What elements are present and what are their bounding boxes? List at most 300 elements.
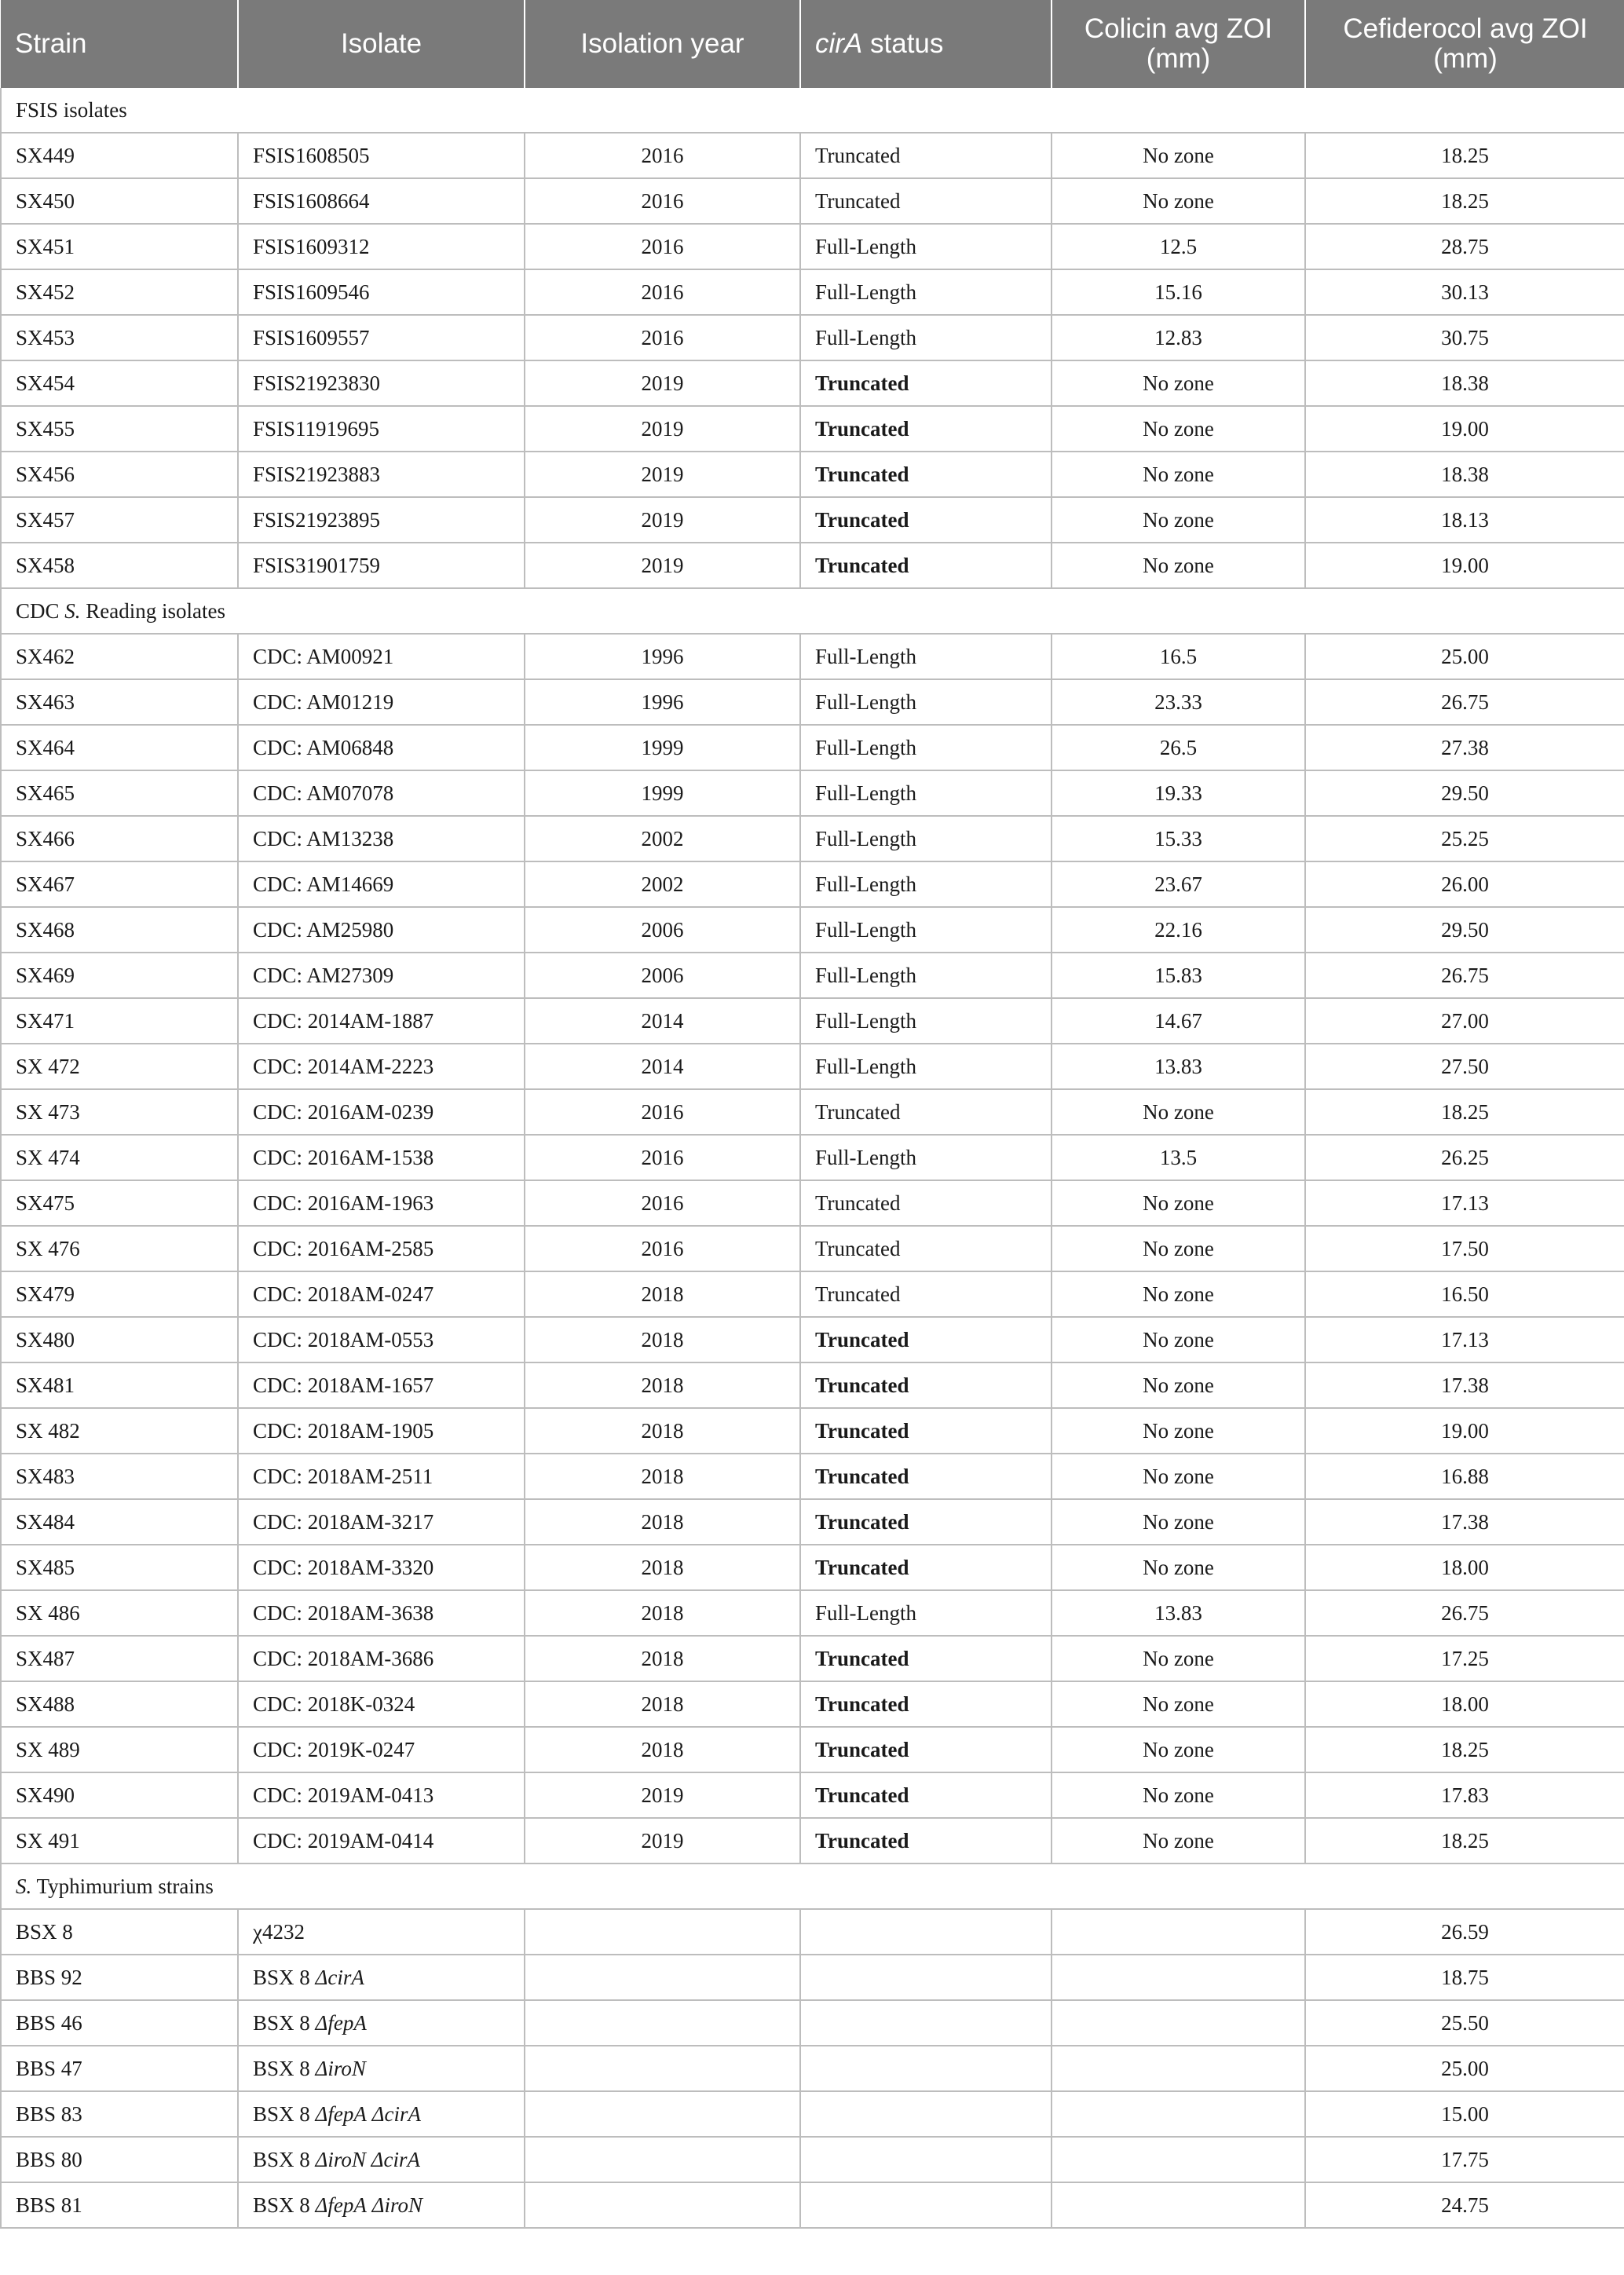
cell-cefiderocol-zoi: 19.00: [1305, 1408, 1624, 1454]
cell-isolate: CDC: AM27309: [238, 953, 525, 998]
table-row: [1, 2000, 1624, 2046]
cell-strain: SX464: [1, 725, 238, 770]
table-row: [1, 953, 1624, 998]
cell-colicin-zoi: No zone: [1052, 1226, 1305, 1271]
cell-isolate: CDC: 2016AM-1538: [238, 1135, 525, 1180]
cell-cira-status: Full-Length: [800, 224, 1052, 269]
cell-cefiderocol-zoi: 18.00: [1305, 1681, 1624, 1727]
cell-isolate: FSIS1608505: [238, 133, 525, 178]
table-row: [1, 1772, 1624, 1818]
table-row: [1, 1135, 1624, 1180]
cell-year: [525, 2137, 800, 2182]
cell-strain: SX 486: [1, 1590, 238, 1636]
cell-cira-status: Truncated: [800, 1545, 1052, 1590]
cell-colicin-zoi: 26.5: [1052, 725, 1305, 770]
cell-strain: SX 474: [1, 1135, 238, 1180]
cell-colicin-zoi: No zone: [1052, 1772, 1305, 1818]
cell-strain: SX 482: [1, 1408, 238, 1454]
cell-strain: SX479: [1, 1271, 238, 1317]
isolate-parent: BSX 8: [253, 2147, 316, 2171]
cell-colicin-zoi: No zone: [1052, 1317, 1305, 1362]
cell-year: [525, 2046, 800, 2091]
cell-year: 2016: [525, 1135, 800, 1180]
cell-cefiderocol-zoi: 17.38: [1305, 1362, 1624, 1408]
cell-isolate: FSIS21923895: [238, 497, 525, 543]
table-row: [1, 1408, 1624, 1454]
cell-year: 2014: [525, 998, 800, 1044]
cell-isolate: CDC: AM07078: [238, 770, 525, 816]
cell-cefiderocol-zoi: 26.00: [1305, 861, 1624, 907]
cell-cefiderocol-zoi: 26.25: [1305, 1135, 1624, 1180]
cell-colicin-zoi: No zone: [1052, 1727, 1305, 1772]
header-colicin-line2: (mm): [1146, 43, 1211, 74]
cell-colicin-zoi: 12.5: [1052, 224, 1305, 269]
cell-cefiderocol-zoi: 18.25: [1305, 178, 1624, 224]
cell-cira-status: Full-Length: [800, 1590, 1052, 1636]
table-row: [1, 998, 1624, 1044]
cell-colicin-zoi: 23.33: [1052, 679, 1305, 725]
cell-cira-status: Truncated: [800, 1772, 1052, 1818]
cell-year: 2018: [525, 1681, 800, 1727]
cell-cefiderocol-zoi: 26.75: [1305, 1590, 1624, 1636]
cell-strain: BBS 83: [1, 2091, 238, 2137]
table-row: [1, 1044, 1624, 1089]
cell-year: 2016: [525, 315, 800, 360]
cell-isolate: [238, 2000, 525, 2046]
isolate-mutation: ΔiroN: [315, 2147, 366, 2171]
cell-strain: SX488: [1, 1681, 238, 1727]
cell-isolate: FSIS1609546: [238, 269, 525, 315]
table-row: [1, 269, 1624, 315]
cell-cira-status: Truncated: [800, 178, 1052, 224]
cell-colicin-zoi: [1052, 2137, 1305, 2182]
cell-strain: SX480: [1, 1317, 238, 1362]
cell-cefiderocol-zoi: 17.25: [1305, 1636, 1624, 1681]
isolate-parent: BSX 8: [253, 2056, 316, 2080]
cell-year: 1996: [525, 679, 800, 725]
table-row: [1, 452, 1624, 497]
cell-isolate: [238, 1909, 525, 1955]
cell-cira-status: Full-Length: [800, 998, 1052, 1044]
cell-year: 1999: [525, 725, 800, 770]
cell-cefiderocol-zoi: 26.75: [1305, 953, 1624, 998]
cell-year: [525, 2182, 800, 2228]
cell-colicin-zoi: [1052, 2000, 1305, 2046]
cell-cefiderocol-zoi: 16.50: [1305, 1271, 1624, 1317]
cell-cefiderocol-zoi: 18.25: [1305, 133, 1624, 178]
table-row: [1, 133, 1624, 178]
cell-isolate: CDC: 2019K-0247: [238, 1727, 525, 1772]
cell-colicin-zoi: 12.83: [1052, 315, 1305, 360]
section-header-row: [1, 1864, 1624, 1909]
header-isolate: Isolate: [238, 0, 525, 88]
cell-cefiderocol-zoi: 18.25: [1305, 1089, 1624, 1135]
cell-colicin-zoi: No zone: [1052, 1545, 1305, 1590]
cell-isolate: [238, 2046, 525, 2091]
header-cefiderocol-line2: (mm): [1433, 43, 1498, 74]
cell-year: 2019: [525, 1772, 800, 1818]
cell-strain: SX468: [1, 907, 238, 953]
cell-year: 2016: [525, 1180, 800, 1226]
cell-isolate: [238, 1955, 525, 2000]
cell-cefiderocol-zoi: 19.00: [1305, 406, 1624, 452]
cell-year: 2018: [525, 1727, 800, 1772]
cell-isolate: FSIS1609557: [238, 315, 525, 360]
cell-colicin-zoi: No zone: [1052, 1499, 1305, 1545]
cell-strain: SX483: [1, 1454, 238, 1499]
cell-isolate: CDC: AM00921: [238, 634, 525, 679]
header-isolation-year: Isolation year: [525, 0, 800, 88]
cell-cira-status: Truncated: [800, 1727, 1052, 1772]
cell-strain: SX471: [1, 998, 238, 1044]
isolate-parent: χ4232: [253, 1919, 305, 1944]
cell-year: 2019: [525, 452, 800, 497]
cell-strain: SX455: [1, 406, 238, 452]
cell-strain: SX450: [1, 178, 238, 224]
cell-strain: SX454: [1, 360, 238, 406]
cell-colicin-zoi: [1052, 2091, 1305, 2137]
cell-strain: SX475: [1, 1180, 238, 1226]
cell-isolate: FSIS21923883: [238, 452, 525, 497]
isolate-mutation: ΔcirA: [315, 1965, 364, 1989]
cell-strain: BBS 80: [1, 2137, 238, 2182]
cell-strain: SX466: [1, 816, 238, 861]
cell-cira-status: Full-Length: [800, 634, 1052, 679]
cell-colicin-zoi: No zone: [1052, 1362, 1305, 1408]
cell-cefiderocol-zoi: 25.00: [1305, 634, 1624, 679]
cell-colicin-zoi: 13.5: [1052, 1135, 1305, 1180]
table-row: [1, 634, 1624, 679]
table-row: [1, 2137, 1624, 2182]
cell-strain: SX467: [1, 861, 238, 907]
cell-strain: BBS 81: [1, 2182, 238, 2228]
cell-cefiderocol-zoi: 28.75: [1305, 224, 1624, 269]
cell-isolate: CDC: 2016AM-1963: [238, 1180, 525, 1226]
cell-cefiderocol-zoi: 16.88: [1305, 1454, 1624, 1499]
table-row: [1, 861, 1624, 907]
cell-cira-status: Full-Length: [800, 907, 1052, 953]
cell-colicin-zoi: No zone: [1052, 1408, 1305, 1454]
cell-strain: SX 491: [1, 1818, 238, 1864]
cell-colicin-zoi: 15.16: [1052, 269, 1305, 315]
cell-isolate: FSIS1609312: [238, 224, 525, 269]
cell-year: 2018: [525, 1408, 800, 1454]
cell-year: 2019: [525, 1818, 800, 1864]
cell-colicin-zoi: No zone: [1052, 1636, 1305, 1681]
table-row: [1, 1499, 1624, 1545]
cell-isolate: CDC: 2018AM-0553: [238, 1317, 525, 1362]
cell-year: 2006: [525, 953, 800, 998]
cell-cefiderocol-zoi: 25.25: [1305, 816, 1624, 861]
isolate-mutation: ΔfepA: [315, 2101, 367, 2126]
cell-isolate: FSIS11919695: [238, 406, 525, 452]
section-title: [1, 1864, 1624, 1909]
cell-cira-status: [800, 1909, 1052, 1955]
cell-colicin-zoi: [1052, 2046, 1305, 2091]
cell-cefiderocol-zoi: 27.38: [1305, 725, 1624, 770]
cell-year: 2018: [525, 1499, 800, 1545]
cell-isolate: FSIS31901759: [238, 543, 525, 588]
cell-cefiderocol-zoi: 18.13: [1305, 497, 1624, 543]
table-row: [1, 1545, 1624, 1590]
cell-cefiderocol-zoi: 18.25: [1305, 1818, 1624, 1864]
cell-isolate: CDC: 2019AM-0413: [238, 1772, 525, 1818]
cell-year: 2019: [525, 543, 800, 588]
cell-year: 2019: [525, 497, 800, 543]
cell-year: 2018: [525, 1271, 800, 1317]
cell-colicin-zoi: 14.67: [1052, 998, 1305, 1044]
cell-cira-status: Truncated: [800, 1271, 1052, 1317]
table-row: [1, 1180, 1624, 1226]
header-cira-gene: cirA: [815, 28, 863, 59]
cell-isolate: CDC: 2016AM-0239: [238, 1089, 525, 1135]
cell-colicin-zoi: 23.67: [1052, 861, 1305, 907]
cell-isolate: CDC: 2018AM-1657: [238, 1362, 525, 1408]
cell-cefiderocol-zoi: 30.13: [1305, 269, 1624, 315]
cell-year: 2016: [525, 178, 800, 224]
cell-cira-status: Truncated: [800, 1408, 1052, 1454]
section-title-genus: S.: [64, 598, 81, 623]
cell-year: 2018: [525, 1362, 800, 1408]
cell-isolate: CDC: 2018AM-3686: [238, 1636, 525, 1681]
cell-cira-status: Truncated: [800, 1089, 1052, 1135]
cell-colicin-zoi: No zone: [1052, 1271, 1305, 1317]
cell-year: 1999: [525, 770, 800, 816]
cell-cira-status: [800, 2137, 1052, 2182]
cell-cefiderocol-zoi: 15.00: [1305, 2091, 1624, 2137]
table-row: [1, 770, 1624, 816]
isolate-parent: BSX 8: [253, 2193, 316, 2217]
cell-isolate: CDC: AM06848: [238, 725, 525, 770]
cell-colicin-zoi: No zone: [1052, 452, 1305, 497]
cell-colicin-zoi: No zone: [1052, 1681, 1305, 1727]
cell-colicin-zoi: 13.83: [1052, 1044, 1305, 1089]
isolate-mutation: ΔfepA: [315, 2010, 367, 2035]
cell-cefiderocol-zoi: 18.25: [1305, 1727, 1624, 1772]
cell-isolate: CDC: AM13238: [238, 816, 525, 861]
cell-isolate: [238, 2137, 525, 2182]
cell-year: 2019: [525, 360, 800, 406]
table-row: [1, 1317, 1624, 1362]
cell-year: 2016: [525, 269, 800, 315]
table-row: [1, 1818, 1624, 1864]
isolate-mutation: ΔcirA: [371, 2147, 420, 2171]
table-row: [1, 1089, 1624, 1135]
cell-cira-status: Truncated: [800, 360, 1052, 406]
cell-isolate: [238, 2182, 525, 2228]
table-row: [1, 315, 1624, 360]
table-row: [1, 1226, 1624, 1271]
cell-strain: SX485: [1, 1545, 238, 1590]
table-row: [1, 178, 1624, 224]
cell-year: 2018: [525, 1454, 800, 1499]
table-row: [1, 679, 1624, 725]
cell-strain: SX451: [1, 224, 238, 269]
cell-cefiderocol-zoi: 26.59: [1305, 1909, 1624, 1955]
table-row: [1, 907, 1624, 953]
cell-strain: SX487: [1, 1636, 238, 1681]
cell-isolate: [238, 2091, 525, 2137]
table-row: [1, 1636, 1624, 1681]
header-colicin-line1: Colicin avg ZOI: [1084, 13, 1273, 44]
cell-cira-status: Truncated: [800, 452, 1052, 497]
cell-strain: SX463: [1, 679, 238, 725]
table-header: [1, 0, 1624, 88]
section-header-row: [1, 588, 1624, 634]
cell-cira-status: [800, 2182, 1052, 2228]
cell-strain: SX453: [1, 315, 238, 360]
cell-strain: SX481: [1, 1362, 238, 1408]
cell-year: [525, 2000, 800, 2046]
cell-year: 2006: [525, 907, 800, 953]
cell-isolate: CDC: 2018K-0324: [238, 1681, 525, 1727]
section-title: [1, 88, 1624, 133]
cell-year: [525, 2091, 800, 2137]
table-row: [1, 2182, 1624, 2228]
cell-year: 2018: [525, 1545, 800, 1590]
header-row: [1, 0, 1624, 88]
cell-cira-status: Truncated: [800, 1362, 1052, 1408]
cell-cira-status: Truncated: [800, 133, 1052, 178]
cell-cira-status: Truncated: [800, 1681, 1052, 1727]
section-title-text: FSIS isolates: [16, 97, 127, 122]
cell-colicin-zoi: No zone: [1052, 1089, 1305, 1135]
cell-cira-status: Truncated: [800, 406, 1052, 452]
cell-strain: SX457: [1, 497, 238, 543]
cell-cira-status: Truncated: [800, 1226, 1052, 1271]
cell-colicin-zoi: [1052, 1909, 1305, 1955]
cell-cefiderocol-zoi: 27.50: [1305, 1044, 1624, 1089]
cell-cefiderocol-zoi: 17.75: [1305, 2137, 1624, 2182]
cell-colicin-zoi: No zone: [1052, 360, 1305, 406]
cell-cira-status: Truncated: [800, 1499, 1052, 1545]
cell-isolate: CDC: 2018AM-0247: [238, 1271, 525, 1317]
table-row: [1, 1362, 1624, 1408]
cell-colicin-zoi: [1052, 1955, 1305, 2000]
cell-strain: SX 489: [1, 1727, 238, 1772]
table-row: [1, 1955, 1624, 2000]
cell-cira-status: [800, 2046, 1052, 2091]
cell-colicin-zoi: 22.16: [1052, 907, 1305, 953]
cell-cefiderocol-zoi: 17.83: [1305, 1772, 1624, 1818]
cell-colicin-zoi: No zone: [1052, 1818, 1305, 1864]
cell-cira-status: Full-Length: [800, 770, 1052, 816]
table-row: [1, 1271, 1624, 1317]
cell-isolate: CDC: 2019AM-0414: [238, 1818, 525, 1864]
table-row: [1, 360, 1624, 406]
cell-cira-status: Truncated: [800, 1317, 1052, 1362]
cell-cira-status: [800, 2091, 1052, 2137]
cell-year: 2019: [525, 406, 800, 452]
cell-cira-status: Full-Length: [800, 816, 1052, 861]
header-cira-status-label: status: [862, 28, 944, 59]
cell-year: 2016: [525, 224, 800, 269]
cell-strain: SX465: [1, 770, 238, 816]
header-cira-status: [800, 0, 1052, 88]
cell-cefiderocol-zoi: 18.75: [1305, 1955, 1624, 2000]
isolate-parent: BSX 8: [253, 1965, 316, 1989]
isolate-mutation: ΔfepA: [315, 2193, 367, 2217]
cell-colicin-zoi: [1052, 2182, 1305, 2228]
cell-cefiderocol-zoi: 26.75: [1305, 679, 1624, 725]
cell-strain: BBS 47: [1, 2046, 238, 2091]
cell-year: 2018: [525, 1317, 800, 1362]
cell-strain: SX462: [1, 634, 238, 679]
cell-cira-status: Truncated: [800, 497, 1052, 543]
section-title-suffix: Reading isolates: [80, 598, 225, 623]
table-row: [1, 1454, 1624, 1499]
table-row: [1, 497, 1624, 543]
cell-cefiderocol-zoi: 17.13: [1305, 1317, 1624, 1362]
cell-colicin-zoi: 16.5: [1052, 634, 1305, 679]
cell-cira-status: [800, 1955, 1052, 2000]
cell-strain: SX449: [1, 133, 238, 178]
cell-isolate: FSIS1608664: [238, 178, 525, 224]
cell-strain: SX 473: [1, 1089, 238, 1135]
cell-isolate: CDC: AM14669: [238, 861, 525, 907]
cell-cefiderocol-zoi: 18.38: [1305, 360, 1624, 406]
cell-colicin-zoi: No zone: [1052, 178, 1305, 224]
table-row: [1, 1909, 1624, 1955]
table-row: [1, 543, 1624, 588]
cell-cira-status: Truncated: [800, 1180, 1052, 1226]
cell-colicin-zoi: 19.33: [1052, 770, 1305, 816]
cell-isolate: CDC: 2016AM-2585: [238, 1226, 525, 1271]
cell-colicin-zoi: 15.33: [1052, 816, 1305, 861]
table-row: [1, 2091, 1624, 2137]
cell-year: 2016: [525, 1089, 800, 1135]
cell-cefiderocol-zoi: 27.00: [1305, 998, 1624, 1044]
table-row: [1, 816, 1624, 861]
cell-year: 2016: [525, 133, 800, 178]
isolate-mutation: ΔiroN: [315, 2056, 366, 2080]
table-row: [1, 1590, 1624, 1636]
cell-year: 2002: [525, 861, 800, 907]
cell-cefiderocol-zoi: 30.75: [1305, 315, 1624, 360]
cell-cira-status: Full-Length: [800, 1135, 1052, 1180]
table-row: [1, 1727, 1624, 1772]
cell-cefiderocol-zoi: 19.00: [1305, 543, 1624, 588]
section-header-row: [1, 88, 1624, 133]
cell-year: [525, 1955, 800, 2000]
cell-cefiderocol-zoi: 29.50: [1305, 907, 1624, 953]
cell-strain: SX 476: [1, 1226, 238, 1271]
isolate-mutation: ΔiroN: [371, 2193, 422, 2217]
table-row: [1, 725, 1624, 770]
cell-isolate: FSIS21923830: [238, 360, 525, 406]
isolate-parent: BSX 8: [253, 2101, 316, 2126]
cell-cefiderocol-zoi: 29.50: [1305, 770, 1624, 816]
cell-colicin-zoi: No zone: [1052, 133, 1305, 178]
cell-cira-status: Truncated: [800, 1636, 1052, 1681]
cell-strain: BBS 46: [1, 2000, 238, 2046]
cell-cira-status: Truncated: [800, 1454, 1052, 1499]
cell-colicin-zoi: No zone: [1052, 1180, 1305, 1226]
cell-strain: SX484: [1, 1499, 238, 1545]
cell-cefiderocol-zoi: 24.75: [1305, 2182, 1624, 2228]
cell-strain: SX456: [1, 452, 238, 497]
cell-strain: BSX 8: [1, 1909, 238, 1955]
table-row: [1, 406, 1624, 452]
cell-isolate: CDC: AM25980: [238, 907, 525, 953]
cell-cefiderocol-zoi: 25.50: [1305, 2000, 1624, 2046]
isolate-parent: BSX 8: [253, 2010, 316, 2035]
cell-isolate: CDC: 2018AM-3638: [238, 1590, 525, 1636]
cell-isolate: CDC: 2018AM-3217: [238, 1499, 525, 1545]
cell-year: 2018: [525, 1590, 800, 1636]
cell-isolate: CDC: 2018AM-3320: [238, 1545, 525, 1590]
cell-colicin-zoi: No zone: [1052, 497, 1305, 543]
